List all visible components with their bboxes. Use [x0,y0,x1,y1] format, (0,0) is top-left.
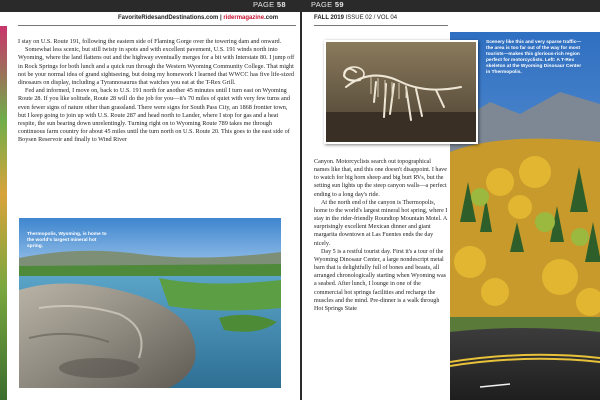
header-rule [314,25,448,26]
hot-spring-photo [19,218,281,388]
magazine-suffix: .com [264,15,279,21]
left-paragraph: Fed and informed, I move on, back to U.S. 191 north for another 45 minutes until I turn east on Wyoming Route 28. If you like solitude, Route 28 will do the job for you—it's 70 miles of quiet with very few turns and even fewer signs of nature other than grassland. There were signs for South Pass City, an 1868 frontier town, but I keep going to join up with U.S. Route 287 and head north to Lander, where I stop for gas and a heat respite, the sun bearing down unrelentingly. Turning right on to Wyoming Route 789 takes me through continuous farm country for about 45 miles until the turn north on U.S. Route 20. This goes to the east side of Boysen Reservoir and finally to Wind River [18,87,290,144]
header-separator: | [218,15,224,21]
t-rex-illustration [326,42,476,142]
page-number-left: PAGE 58 [253,0,286,9]
right-paragraph: Day 5 is a restful tourist day. First it's a tour of the Wyoming Dinosaur Center, a large nondescript metal barn that is delightfully full of bones and beasts, all arranged chronologically starting when Wyoming was a seabed. After lunch, I lounge in one of the commercial hot springs facilities and recharge the muscles and the mind. Pre-dinner is a walk through Hot Springs State [314,248,447,312]
magazine-link[interactable] [223,15,278,21]
t-rex-photo [324,40,478,144]
left-paragraph: Somewhat less scenic, but still twisty in spots and with excellent pavement, U.S. 191 winds north into Wyoming, where the land flattens out and the highway eventually merges for a bit with Interstate 80. I jump off in Rock Springs for both lunch and a quick run through the Western Wyoming Community College. That might not be your normal idea of grand sightseeing, but doing my homework I learned that WWCC has five life-sized dinosaurs on display, including a Tyrannosaurus that watches you eat at the T-Rex Grill. [18,46,295,87]
header-rule [18,25,296,26]
right-page [302,12,600,400]
left-edge-photo-strip [0,26,7,400]
right-page-header [314,15,397,21]
issue-details: ISSUE 02 / VOL 04 [343,15,398,21]
right-paragraph: Canyon. Motorcyclists search out topographical names like that, and this one doesn't disappoint. I have to watch for big horn sheep and big burt RVs, but the setting sun lights up the steep canyon walls—a perfect ending to a long day's ride. [314,159,447,198]
top-bar [0,0,600,10]
left-page-header [118,15,278,21]
right-paragraph: At the north end of the canyon is Thermopolis, home to the world's largest mineral hot spring, where I stay in the rider-friendly Roundtop Mountain Motel. A surprisingly excellent Mexican dinner and giant margarita downtown at Las Fuentes ends the day nicely. [314,199,448,247]
issue-season: FALL 2019 [314,15,344,21]
left-body-text [18,38,296,145]
scenic-caption: Scenery like this and very sparse traffic—the area is too far out of the way for most tourists—makes this glorious-rich region perfect for motorcyclists. Left: A T-Rex skeleton at the Wyoming Dinosaur Center in Thermopolis. [486,40,582,75]
left-page [0,12,300,400]
page-number-right: PAGE 59 [311,0,344,9]
left-paragraph: I stay on U.S. Route 191, following the eastern side of Flaming Gorge over the towering dam and onward. [18,38,282,45]
site-link[interactable]: FavoriteRidesandDestinations.com [118,15,219,21]
magazine-name: ridermagazine [223,15,265,21]
hot-spring-caption: Thermopolis, Wyoming, is home to the world's largest mineral hot spring. [27,232,107,249]
right-body-text [314,158,448,313]
